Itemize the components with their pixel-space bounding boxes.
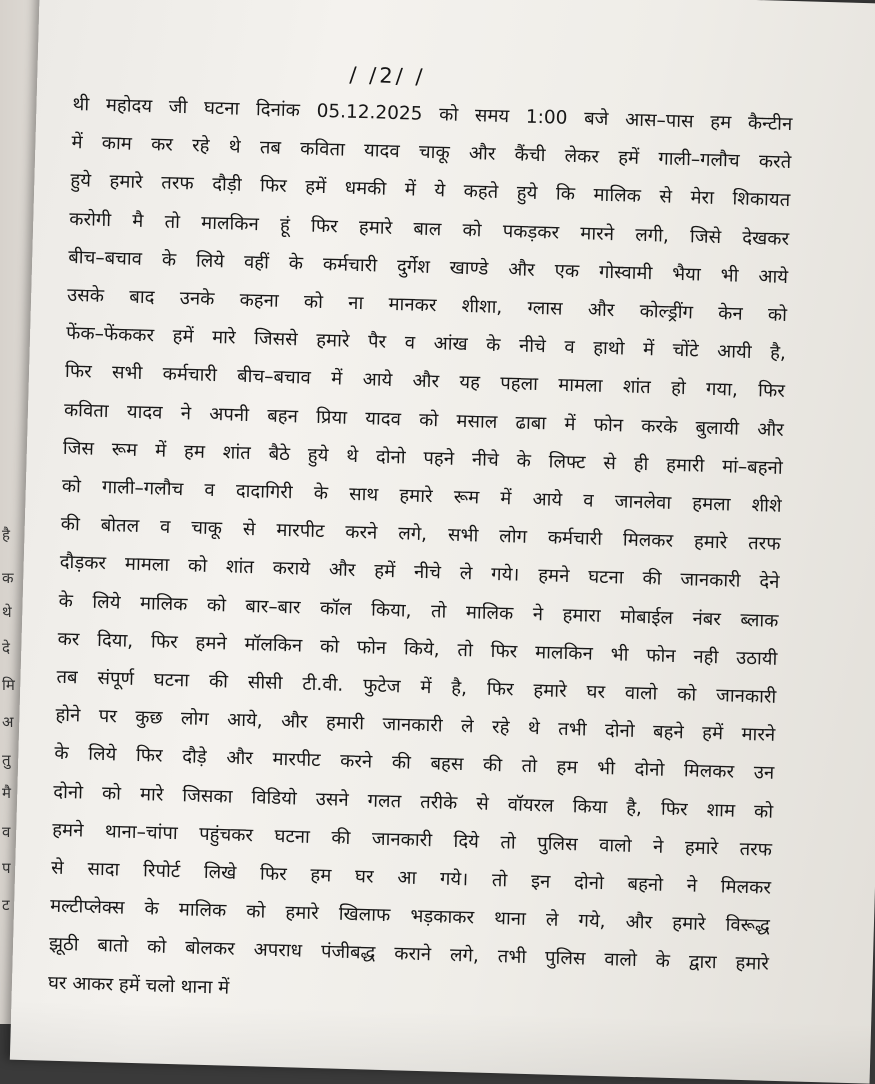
margin-fragment: व — [2, 823, 11, 841]
margin-fragment: दे — [2, 639, 10, 657]
margin-fragment: क — [2, 569, 14, 587]
body-text-line: के लिये फिर दौड़े और मारपीट करने की बहस की तो हम भी दोनो मिलकर उन — [54, 743, 775, 785]
margin-fragment: अ — [2, 713, 14, 731]
body-text-line: फिर सभी कर्मचारी बीच–बचाव में आये और यह पहला मामला शांत हो गया, फिर — [64, 361, 786, 403]
margin-fragment: है — [2, 526, 10, 544]
body-text-line: थी महोदय जी घटना दिनांक 05.12.2025 को समय 1:00 बजे आस–पास हम कैन्टीन — [72, 93, 793, 136]
body-text-line: से सादा रिपोर्ट लिखे फिर हम घर आ गये। तो इन दोनो बहनो ने मिलकर — [50, 857, 772, 899]
body-text-line: की बोतल व चाकू से मारपीट करने लगे, सभी लोग कर्मचारी मिलकर हमारे तरफ — [60, 513, 781, 556]
body-text-line: हुये हमारे तरफ दौड़ी फिर हमें धमकी में ये कहते हुये कि मालिक से मेरा शिकायत — [70, 170, 791, 212]
margin-fragment: ट — [2, 896, 10, 914]
body-text-line: दोनो को मारे जिसका विडियो उसने गलत तरीके से वॉयरल किया है, फिर शाम को — [53, 781, 774, 823]
body-text-line: घर आकर हमें चलो थाना में — [47, 972, 230, 999]
body-text-line: कर दिया, फिर हमने मॉलकिन को फोन किये, तो फिर मालकिन भी फोन नही उठायी — [57, 628, 778, 670]
body-text-line: तब संपूर्ण घटना की सीसी टी.वी. फुटेज में है, फिर हमारे घर वालो को जानकारी — [56, 666, 777, 708]
page-number: / /2/ / — [349, 62, 426, 89]
body-text-line: बीच–बचाव के लिये वहीं के कर्मचारी दुर्गेश खाण्डे और एक गोस्वामी भैया भी आये — [67, 246, 789, 288]
document-page — [10, 0, 875, 1084]
body-text-line: होने पर कुछ लोग आये, और हमारी जानकारी ले रहे थे तभी दोनो बहने हमें मारने — [55, 704, 776, 747]
body-text-line: हमने थाना–चांपा पहुंचकर घटना की जानकारी दिये तो पुलिस वालो ने हमारे तरफ — [51, 819, 773, 861]
body-text-line: झूठी बातो को बोलकर अपराध पंजीबद्ध कराने लगे, तभी पुलिस वालो के द्वारा हमारे — [48, 934, 770, 976]
body-text-line: दौड़कर मामला को शांत कराये और हमें नीचे ले गये। हमने घटना की जानकारी देने — [59, 552, 780, 594]
margin-fragment: मै — [2, 784, 11, 802]
body-text-line: में काम कर रहे थे तब कविता यादव चाकू और कैंची लेकर हमें गाली–गलौच करते — [71, 132, 792, 174]
margin-fragment: प — [2, 859, 11, 877]
margin-fragment: तु — [2, 751, 11, 769]
body-text-line: उसके बाद उनके कहना को ना मानकर शीशा, ग्लास और कोल्ड्रींग केन को — [66, 284, 788, 326]
body-text-line: को गाली–गलौच व दादागिरी के साथ हमारे रूम में आये व जानलेवा हमला शीशे — [61, 475, 782, 517]
body-text-line: कविता यादव ने अपनी बहन प्रिया यादव को मसाल ढाबा में फोन करके बुलायी और — [63, 399, 785, 441]
margin-fragment: थे — [2, 603, 12, 621]
body-text-line: जिस रूम में हम शांत बैठे हुये थे दोनो पहने नीचे के लिफ्ट से ही हमारी मां–बहनो — [62, 437, 783, 479]
body-text-line: करोगी मै तो मालकिन हूं फिर हमारे बाल को पकड़कर मारने लगी, जिसे देखकर — [69, 208, 790, 250]
body-text-line: के लिये मालिक को बार–बार कॉल किया, तो मालिक ने हमारा मोबाईल नंबर ब्लाक — [58, 590, 779, 632]
margin-fragment: मि — [2, 676, 15, 694]
body-text-line: फेंक–फेंककर हमें मारे जिससे हमारे पैर व आंख के नीचे व हाथो में चोंटे आयी है, — [65, 323, 787, 365]
body-text-line: मल्टीप्लेक्स के मालिक को हमारे खिलाफ भड़काकर थाना ले गये, और हमारे विरूद्ध — [49, 895, 771, 937]
